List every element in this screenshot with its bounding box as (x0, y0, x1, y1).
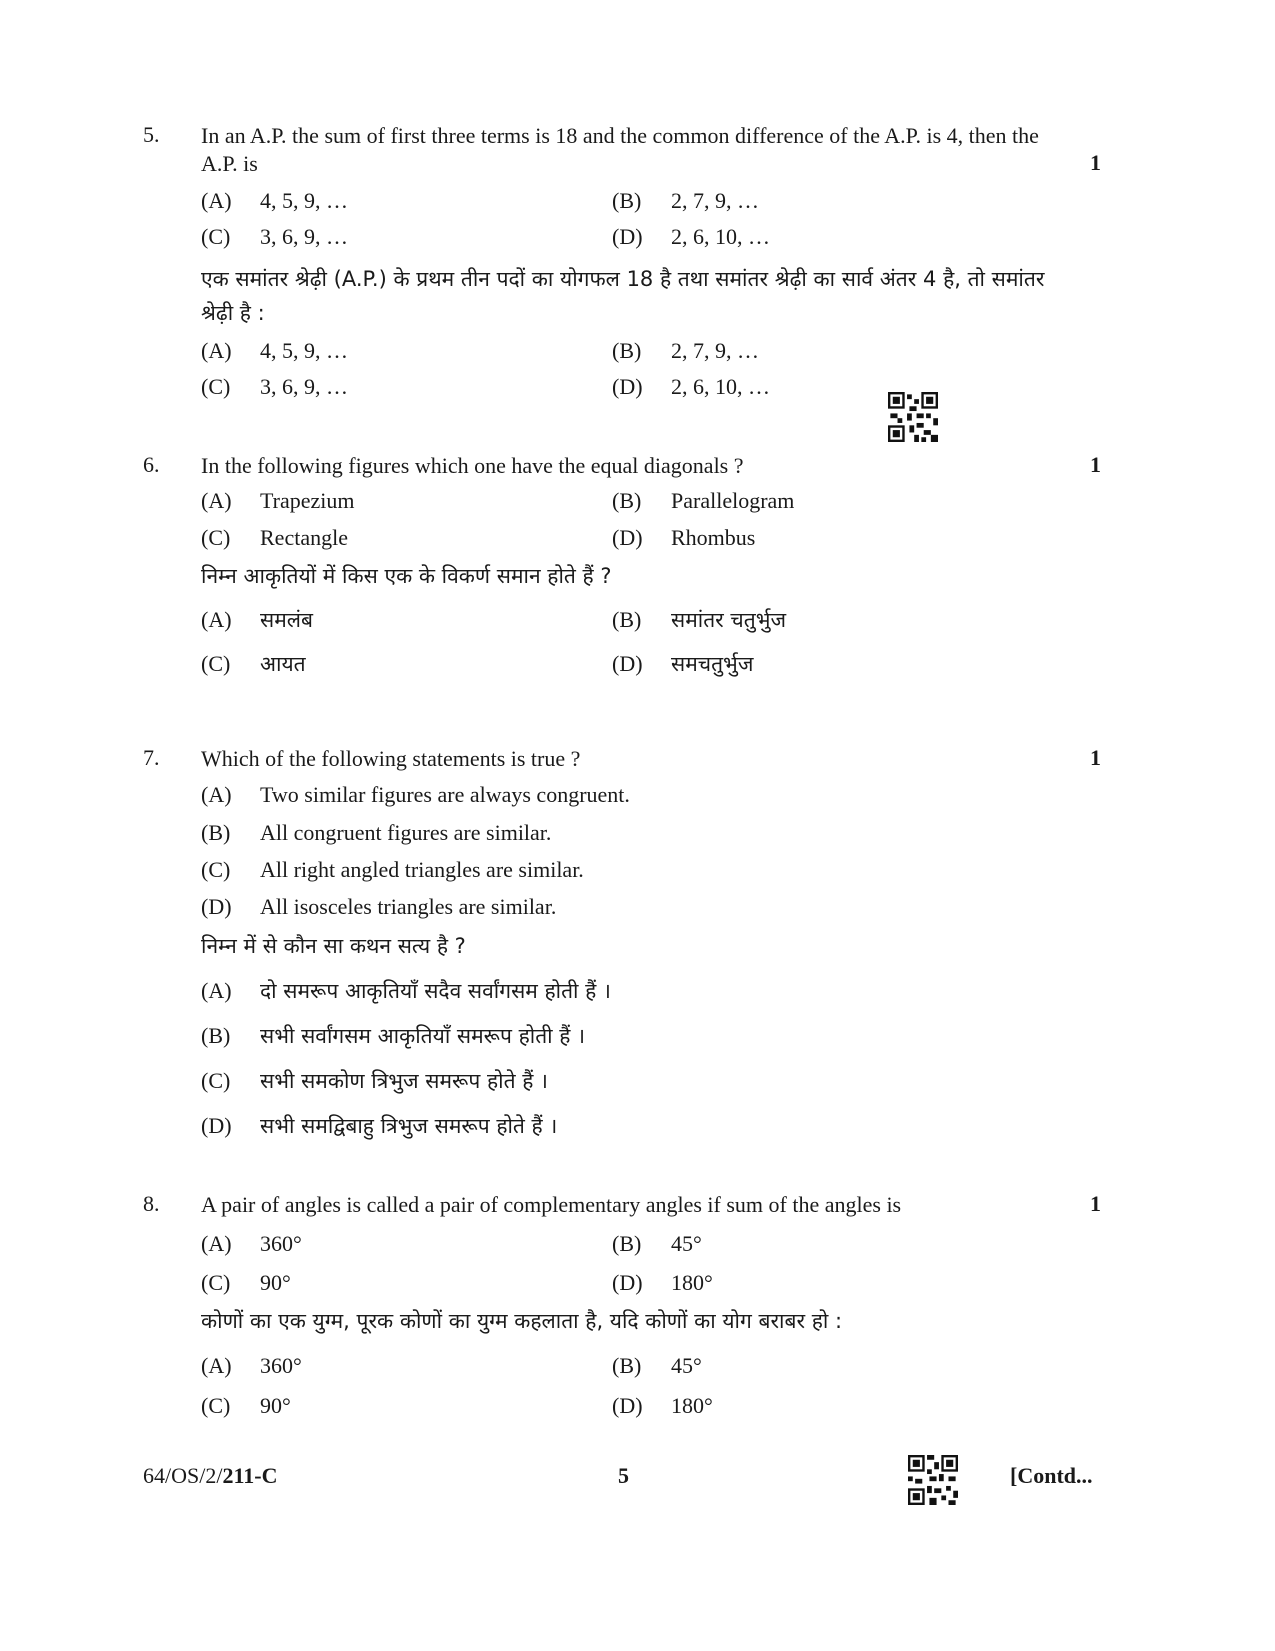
option-hi-c: (C) 90° (201, 1393, 291, 1418)
question-marks: 1 (1090, 1191, 1101, 1216)
option-hi-a: (A) समलंब (201, 607, 313, 632)
question-marks: 1 (1090, 150, 1101, 175)
option-hi-d: (D) 2, 6, 10, … (612, 374, 770, 399)
question-marks: 1 (1090, 745, 1101, 770)
question-text-en: A pair of angles is called a pair of complementary angles if sum of the angles is (201, 1192, 902, 1217)
qr-code-icon (888, 392, 938, 442)
option-en-d: (D) 180° (612, 1270, 713, 1295)
option-hi-b: (B) 45° (612, 1353, 702, 1378)
question-number: 5. (143, 122, 160, 147)
qr-code-icon (908, 1455, 958, 1505)
option-en-c: (C) 3, 6, 9, … (201, 224, 348, 249)
question-text-hi: निम्न आकृतियों में किस एक के विकर्ण समान होते हैं ? (201, 564, 612, 588)
option-en-a: (A) Trapezium (201, 488, 355, 513)
question-text-hi: कोणों का एक युग्म, पूरक कोणों का युग्म कहलाता है, यदि कोणों का योग बराबर हो : (201, 1309, 843, 1333)
option-en-b: (B) Parallelogram (612, 488, 795, 513)
option-en-c: (C) Rectangle (201, 525, 348, 550)
option-en-b: (B) 2, 7, 9, … (612, 188, 759, 213)
paper-code: 64/OS/2/211-C (143, 1463, 278, 1488)
option-en-d: (D) 2, 6, 10, … (612, 224, 770, 249)
option-hi-a: (A) 360° (201, 1353, 302, 1378)
question-text-en: In the following figures which one have the equal diagonals ? (201, 453, 744, 478)
option-hi-d: (D) समचतुर्भुज (612, 651, 754, 676)
option-en-a: (A) 360° (201, 1231, 302, 1256)
question-number: 6. (143, 452, 160, 477)
option-hi-d: (D) सभी समद्विबाहु त्रिभुज समरूप होते हैं । (201, 1113, 558, 1138)
option-hi-a: (A) 4, 5, 9, … (201, 338, 348, 363)
option-en-c: (C) 90° (201, 1270, 291, 1295)
question-number: 7. (143, 745, 160, 770)
option-hi-d: (D) 180° (612, 1393, 713, 1418)
page-number: 5 (618, 1463, 629, 1488)
option-hi-c: (C) आयत (201, 651, 306, 676)
option-hi-a: (A) दो समरूप आकृतियाँ सदैव सर्वांगसम होती हैं । (201, 978, 611, 1003)
option-en-d: (D) Rhombus (612, 525, 756, 550)
option-hi-b: (B) सभी सर्वांगसम आकृतियाँ समरूप होती हैं । (201, 1023, 586, 1048)
option-en-c: (C) All right angled triangles are similar. (201, 857, 584, 882)
option-hi-b: (B) 2, 7, 9, … (612, 338, 759, 363)
option-en-d: (D) All isosceles triangles are similar. (201, 894, 557, 919)
question-text-en: Which of the following statements is true ? (201, 746, 581, 771)
option-hi-c: (C) 3, 6, 9, … (201, 374, 348, 399)
option-en-b: (B) All congruent figures are similar. (201, 820, 552, 845)
question-number: 8. (143, 1191, 160, 1216)
option-hi-b: (B) समांतर चतुर्भुज (612, 607, 787, 632)
option-en-b: (B) 45° (612, 1231, 702, 1256)
option-en-a: (A) 4, 5, 9, … (201, 188, 348, 213)
question-marks: 1 (1090, 452, 1101, 477)
question-text-hi: निम्न में से कौन सा कथन सत्य है ? (201, 934, 466, 958)
option-hi-c: (C) सभी समकोण त्रिभुज समरूप होते हैं । (201, 1068, 548, 1093)
question-text-hi: एक समांतर श्रेढ़ी (A.P.) के प्रथम तीन पदों का योगफल 18 है तथा समांतर श्रेढ़ी का सार्व अंतर 4 है, तो समांतर श्रेढ़ी है : (201, 267, 1045, 325)
question-text-en: In an A.P. the sum of first three terms is 18 and the common difference of the A.P. is 4, then the A.P. is (201, 123, 1039, 176)
option-en-a: (A) Two similar figures are always congruent. (201, 782, 630, 807)
continued-label: [Contd... (1010, 1463, 1093, 1488)
